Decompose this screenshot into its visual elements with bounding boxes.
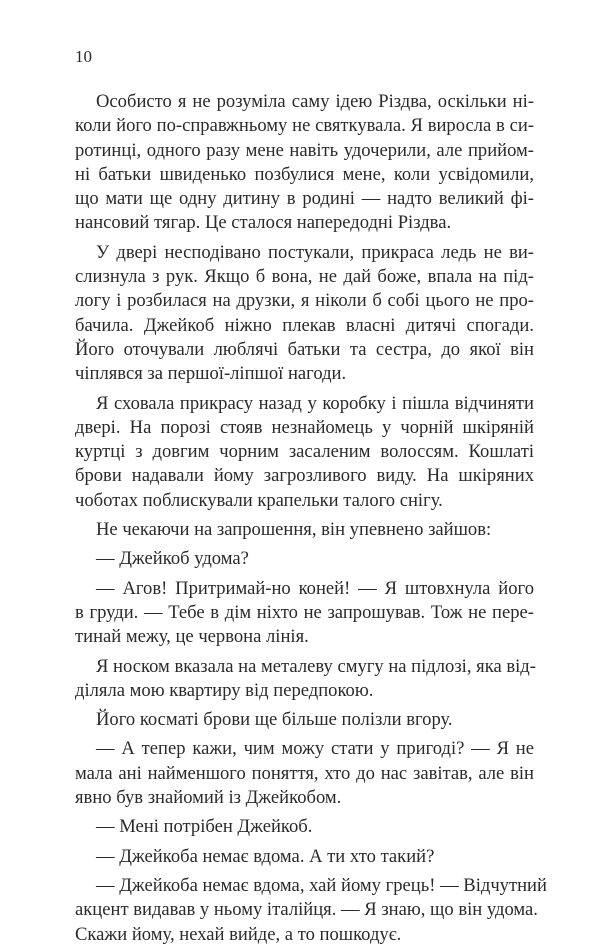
text-line: — Джейкоб удома?: [96, 548, 249, 570]
text-line: Його оточували люблячі батьки та сестра, до якої він: [75, 338, 534, 360]
text-line: акцент видавав у ньому італійця. — Я знаю, що він удома.: [75, 899, 538, 921]
paragraph: [75, 815, 534, 839]
text-line: Не чекаючи на запрошення, він упевнено зайшов:: [96, 519, 492, 541]
text-line: Його косматі брови ще більше полізли вгору.: [96, 709, 453, 731]
text-line: Скажи йому, нехай вийде, а то пошкодує.: [75, 923, 402, 945]
paragraph: [75, 737, 534, 810]
text-line: явно був знайомий із Джейкобом.: [75, 787, 342, 809]
text-line: — А тепер кажи, чим можу стати у пригоді? — Я не: [96, 738, 534, 760]
text-line: — Джейкоба немає вдома. А ти хто такий?: [96, 845, 435, 867]
paragraph: [75, 241, 534, 387]
text-line: нансовий тягар. Це сталося напередодні Різдва.: [75, 212, 452, 234]
paragraph: [75, 655, 534, 704]
paragraph: [75, 392, 534, 513]
text-line: двері. На порозі стояв незнайомець у чорній шкіряній: [75, 416, 534, 438]
text-line: чіплявся за першої-ліпшої нагоди.: [75, 363, 347, 385]
paragraph: [75, 845, 534, 869]
paragraph: [75, 518, 534, 542]
text-line: мала ані найменшого поняття, хто до нас завітав, але він: [75, 762, 534, 784]
text-line: — Джейкоба немає вдома, хай йому грець! — Відчутний: [96, 874, 547, 896]
text-line: слизнула з рук. Якщо б вона, не дай боже, впала на під-: [75, 266, 534, 288]
paragraph: [75, 547, 534, 571]
text-line: Особисто я не розуміла саму ідею Різдва, оскільки ні-: [96, 91, 534, 112]
text-line: коли його по-справжньому не святкувала. Я виросла в си-: [75, 115, 534, 137]
text-line: тинай межу, це червона лінія.: [75, 626, 309, 648]
text-line: діляла мою квартиру від передпокою.: [75, 679, 374, 701]
text-line: чоботах поблискували крапельки талого снігу.: [75, 489, 443, 511]
text-line: Я носком вказала на металеву смугу на підлозі, яка від-: [96, 655, 536, 677]
text-line: ні батьки швиденько позбулися мене, коли усвідомили,: [75, 163, 534, 185]
paragraph: [75, 577, 534, 650]
text-line: У двері несподівано постукали, прикраса ледь не ви-: [96, 241, 534, 263]
text-line: куртці з довгим чорним засаленим волоссям. Кошлаті: [75, 441, 534, 463]
text-line: — Мені потрібен Джейкоб.: [96, 816, 313, 838]
body-text: [75, 90, 547, 952]
paragraph: [75, 90, 534, 236]
text-line: логу і розбилася на друзки, я ніколи б собі цього не про-: [75, 290, 534, 312]
text-line: що мати ще одну дитину в родині — надто великий фі-: [75, 188, 534, 210]
page-number: 10: [75, 47, 92, 66]
text-line: — Агов! Притримай-но коней! — Я штовхнула його: [96, 577, 534, 599]
text-line: Я сховала прикрасу назад у коробку і пішла відчиняти: [96, 392, 534, 414]
paragraph: [75, 708, 534, 732]
text-line: бачила. Джейкоб ніжно плекав власні дитячі спогади.: [75, 314, 534, 336]
text-line: ротинці, одного разу мене навіть удочерили, але прийом-: [75, 139, 534, 161]
paragraph: [75, 874, 547, 947]
text-line: брови надавали йому загрозливого виду. На шкіряних: [75, 465, 534, 487]
text-line: в груди. — Тебе в дім ніхто не запрошував. Тож не пере-: [75, 601, 534, 623]
